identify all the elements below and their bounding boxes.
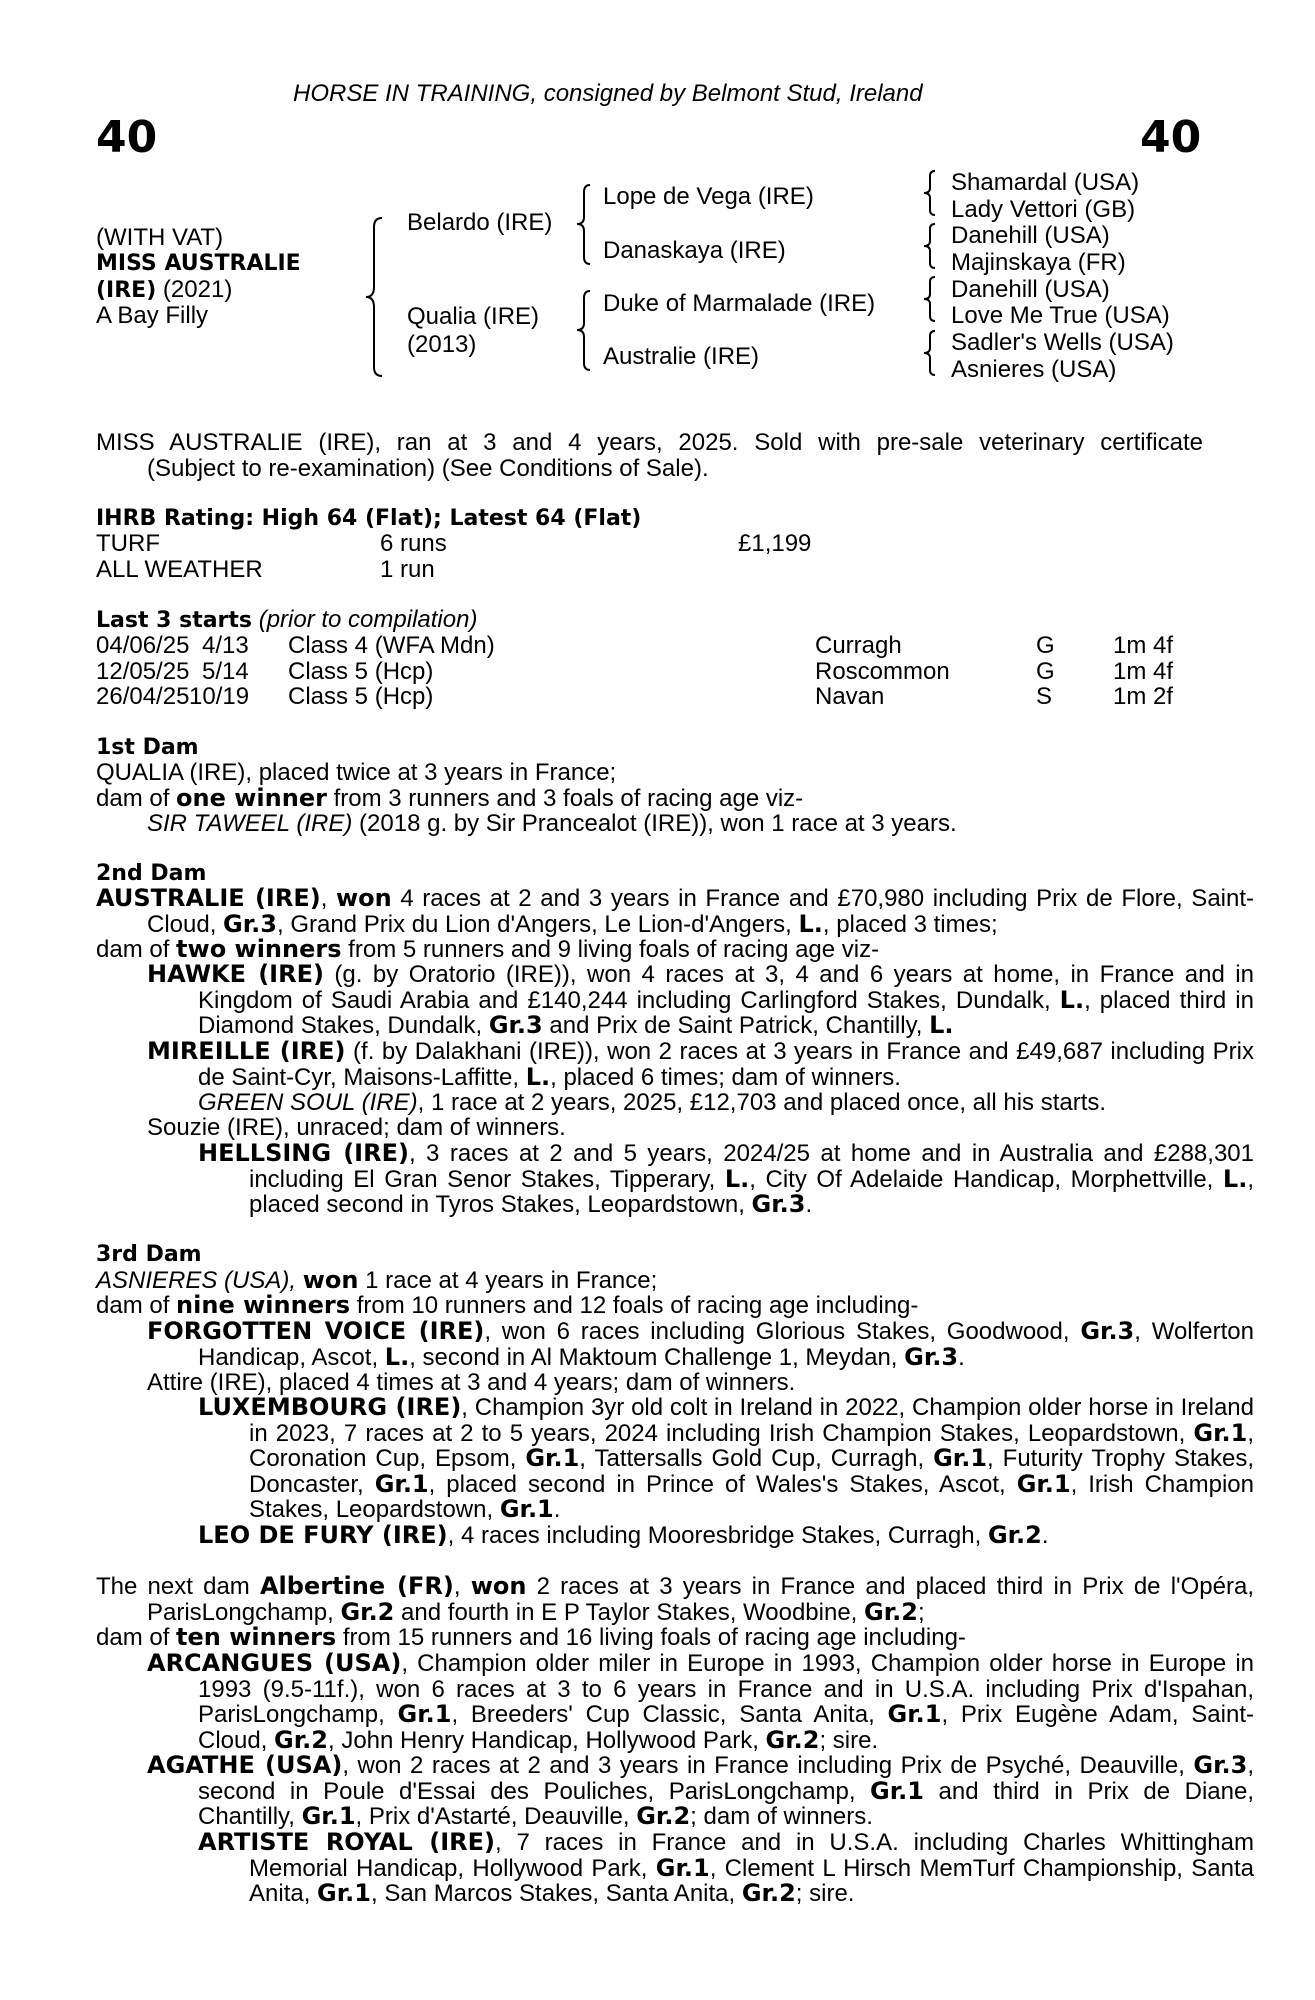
pedigree-gg-3: Danehill (USA) xyxy=(951,222,1110,249)
first-dam-heading: 1st Dam xyxy=(96,735,199,760)
rating-turf-surface: TURF xyxy=(96,530,160,557)
pedigree-brace-dam xyxy=(572,288,594,373)
second-dam-heading: 2nd Dam xyxy=(96,861,207,886)
rating-heading: IHRB Rating: High 64 (Flat); Latest 64 (Flat) xyxy=(96,506,642,531)
pedigree-gg-8: Asnieres (USA) xyxy=(951,356,1117,383)
start-2-distance: 1m 4f xyxy=(1113,658,1174,685)
pedigree-sire-sire: Lope de Vega (IRE) xyxy=(603,183,814,210)
summary-line-2: (Subject to re-examination) (See Conditions of Sale). xyxy=(147,455,709,482)
pedigree-gg-2: Lady Vettori (GB) xyxy=(951,196,1136,223)
horse-name-line2 xyxy=(96,277,232,304)
last-starts-subheading: (prior to compilation) xyxy=(252,606,478,633)
start-2-going: G xyxy=(1036,658,1055,685)
start-2-date: 12/05/25 xyxy=(96,658,190,685)
horse-country: (IRE) xyxy=(96,278,157,303)
pedigree-sire-dam: Danaskaya (IRE) xyxy=(603,237,786,264)
next-dam-produce-summary: dam of ten winners from 15 runners and 16 living foals of racing age including- xyxy=(96,1623,966,1651)
pedigree-brace-gg4 xyxy=(920,328,940,378)
second-dam-record: AUSTRALIE (IRE), won 4 races at 2 and 3 years in France and £70,980 including Prix de Flore, Saint-Cloud, Gr.3, Grand Prix du Lion d'Angers, Le Lion-d'Angers, L., placed 3 times; xyxy=(96,884,1254,938)
pedigree-gg-1: Shamardal (USA) xyxy=(951,169,1140,196)
first-dam-line-2: dam of one winner from 3 runners and 3 foals of racing age viz- xyxy=(96,784,804,812)
pedigree-dam: Qualia (IRE) xyxy=(407,303,540,330)
third-dam-offspring-attire: Attire (IRE), placed 4 times at 3 and 4 years; dam of winners. xyxy=(147,1369,796,1396)
pedigree-dam-sire: Duke of Marmalade (IRE) xyxy=(603,290,876,317)
next-dam-grand-offspring-artiste-royal: ARTISTE ROYAL (IRE), 7 races in France and in U.S.A. including Charles Whittingham Memorial Handicap, Hollywood Park, Gr.1, Clement L Hirsch MemTurf Championship, Santa Anita, Gr.1, San Marcos Stakes, Santa Anita, Gr.2; sire. xyxy=(198,1828,1254,1908)
rating-turf-earnings: £1,199 xyxy=(738,530,812,557)
start-3-course: Navan xyxy=(815,683,885,710)
first-dam-offspring: SIR TAWEEL (IRE) (2018 g. by Sir Prancealot (IRE)), won 1 race at 3 years. xyxy=(147,810,957,837)
third-dam-offspring-forgotten-voice: FORGOTTEN VOICE (IRE), won 6 races including Glorious Stakes, Goodwood, Gr.3, Wolferton Handicap, Ascot, L., second in Al Maktoum Challenge 1, Meydan, Gr.3. xyxy=(147,1317,1254,1371)
third-dam-grand-offspring-luxembourg: LUXEMBOURG (IRE), Champion 3yr old colt in Ireland in 2022, Champion older horse in Ireland in 2023, 7 races at 2 to 5 years, 2024 including Irish Champion Stakes, Leopardstown, Gr.1, Coronation Cup, Epsom, Gr.1, Tattersalls Gold Cup, Curragh, Gr.1, Futurity Trophy Stakes, Doncaster, Gr.1, placed second in Prince of Wales's Stakes, Ascot, Gr.1, Irish Champion Stakes, Leopardstown, Gr.1. xyxy=(198,1393,1254,1524)
third-dam-grand-offspring-leo-de-fury: LEO DE FURY (IRE), 4 races including Mooresbridge Stakes, Curragh, Gr.2. xyxy=(198,1521,1049,1549)
start-3-position: 10/19 xyxy=(189,683,250,710)
start-1-date: 04/06/25 xyxy=(96,632,190,659)
start-2-position: 5/14 xyxy=(202,658,249,685)
rating-aw-runs: 1 run xyxy=(380,556,435,583)
horse-year: (2021) xyxy=(156,276,233,303)
horse-description: A Bay Filly xyxy=(96,302,209,329)
third-dam-heading: 3rd Dam xyxy=(96,1242,202,1267)
next-dam-offspring-agathe: AGATHE (USA), won 2 races at 2 and 3 years in France including Prix de Psyché, Deauville, Gr.3, second in Poule d'Essai des Pouliches, ParisLongchamp, Gr.1 and third in Prix de Diane, Chantilly, Gr.1, Prix d'Astarté, Deauville, Gr.2; dam of winners. xyxy=(147,1751,1254,1831)
lot-number-right: 40 xyxy=(1140,112,1202,163)
pedigree-brace-gg3 xyxy=(920,274,940,324)
next-dam-offspring-arcangues: ARCANGUES (USA), Champion older miler in Europe in 1993, Champion older horse in Europe in 1993 (9.5-11f.), won 6 races at 3 to 6 years in France and in U.S.A. including Prix d'Ispahan, ParisLongchamp, Gr.1, Breeders' Cup Classic, Santa Anita, Gr.1, Prix Eugène Adam, Saint-Cloud, Gr.2, John Henry Handicap, Hollywood Park, Gr.2; sire. xyxy=(147,1649,1255,1754)
rating-turf-runs: 6 runs xyxy=(380,530,447,557)
start-3-going: S xyxy=(1036,683,1053,710)
horse-name: MISS AUSTRALIE xyxy=(96,251,301,276)
rating-aw-surface: ALL WEATHER xyxy=(96,556,263,583)
second-dam-offspring-mireille: MIREILLE (IRE) (f. by Dalakhani (IRE)), won 2 races at 3 years in France and £49,687 including Prix de Saint-Cyr, Maisons-Laffitte, L., placed 6 times; dam of winners. xyxy=(147,1037,1254,1091)
offspring-name: SIR TAWEEL (IRE) xyxy=(147,810,353,837)
start-1-going: G xyxy=(1036,632,1055,659)
pedigree-gg-6: Love Me True (USA) xyxy=(951,302,1170,329)
pedigree-dam-year: (2013) xyxy=(407,331,477,358)
first-dam-line-1: QUALIA (IRE), placed twice at 3 years in France; xyxy=(96,759,617,786)
pedigree-brace-main xyxy=(360,215,390,380)
start-3-race: Class 5 (Hcp) xyxy=(288,683,434,710)
summary-line-1: MISS AUSTRALIE (IRE), ran at 3 and 4 years, 2025. Sold with pre-sale veterinary certificate xyxy=(96,429,1203,456)
lot-number-left: 40 xyxy=(96,112,158,163)
start-3-distance: 1m 2f xyxy=(1113,683,1174,710)
vat-label: (WITH VAT) xyxy=(96,224,224,251)
second-dam-grand-offspring-hellsing: HELLSING (IRE), 3 races at 2 and 5 years, 2024/25 at home and in Australia and £288,301 including El Gran Senor Stakes, Tipperary, L., City Of Adelaide Handicap, Morphettville, L., placed second in Tyros Stakes, Leopardstown, Gr.3. xyxy=(198,1139,1254,1219)
pedigree-brace-gg1 xyxy=(920,168,940,218)
start-2-course: Roscommon xyxy=(815,658,950,685)
third-dam-record: ASNIERES (USA), won 1 race at 4 years in France; xyxy=(96,1266,658,1294)
third-dam-produce-summary: dam of nine winners from 10 runners and 12 foals of racing age including- xyxy=(96,1291,919,1319)
pedigree-dam-dam: Australie (IRE) xyxy=(603,343,760,370)
start-2-race: Class 5 (Hcp) xyxy=(288,658,434,685)
last-starts-heading-line xyxy=(96,607,477,634)
second-dam-produce-summary: dam of two winners from 5 runners and 9 living foals of racing age viz- xyxy=(96,935,880,963)
start-1-race: Class 4 (WFA Mdn) xyxy=(288,632,495,659)
second-dam-grand-offspring-green-soul: GREEN SOUL (IRE), 1 race at 2 years, 2025, £12,703 and placed once, all his starts. xyxy=(198,1089,1107,1116)
pedigree-brace-sire xyxy=(572,182,594,267)
start-1-position: 4/13 xyxy=(202,632,249,659)
start-1-course: Curragh xyxy=(815,632,902,659)
second-dam-offspring-hawke: HAWKE (IRE) (g. by Oratorio (IRE)), won 4 races at 3, 4 and 6 years at home, in France and in Kingdom of Saudi Arabia and £140,244 including Carlingford Stakes, Dundalk, L., placed third in Diamond Stakes, Dundalk, Gr.3 and Prix de Saint Patrick, Chantilly, L. xyxy=(147,960,1254,1040)
pedigree-gg-5: Danehill (USA) xyxy=(951,276,1110,303)
last-starts-heading: Last 3 starts xyxy=(96,608,253,633)
pedigree-sire: Belardo (IRE) xyxy=(407,209,553,236)
page-header-title: HORSE IN TRAINING, consigned by Belmont Stud, Ireland xyxy=(293,80,923,107)
second-dam-offspring-souzie: Souzie (IRE), unraced; dam of winners. xyxy=(147,1114,566,1141)
pedigree-gg-4: Majinskaya (FR) xyxy=(951,249,1126,276)
start-1-distance: 1m 4f xyxy=(1113,632,1174,659)
next-dam-record: The next dam Albertine (FR), won 2 races at 3 years in France and placed third in Prix de l'Opéra, ParisLongchamp, Gr.2 and fourth in E P Taylor Stakes, Woodbine, Gr.2; xyxy=(96,1572,1254,1626)
start-3-date: 26/04/25 xyxy=(96,683,190,710)
pedigree-brace-gg2 xyxy=(920,221,940,271)
pedigree-gg-7: Sadler's Wells (USA) xyxy=(951,329,1174,356)
